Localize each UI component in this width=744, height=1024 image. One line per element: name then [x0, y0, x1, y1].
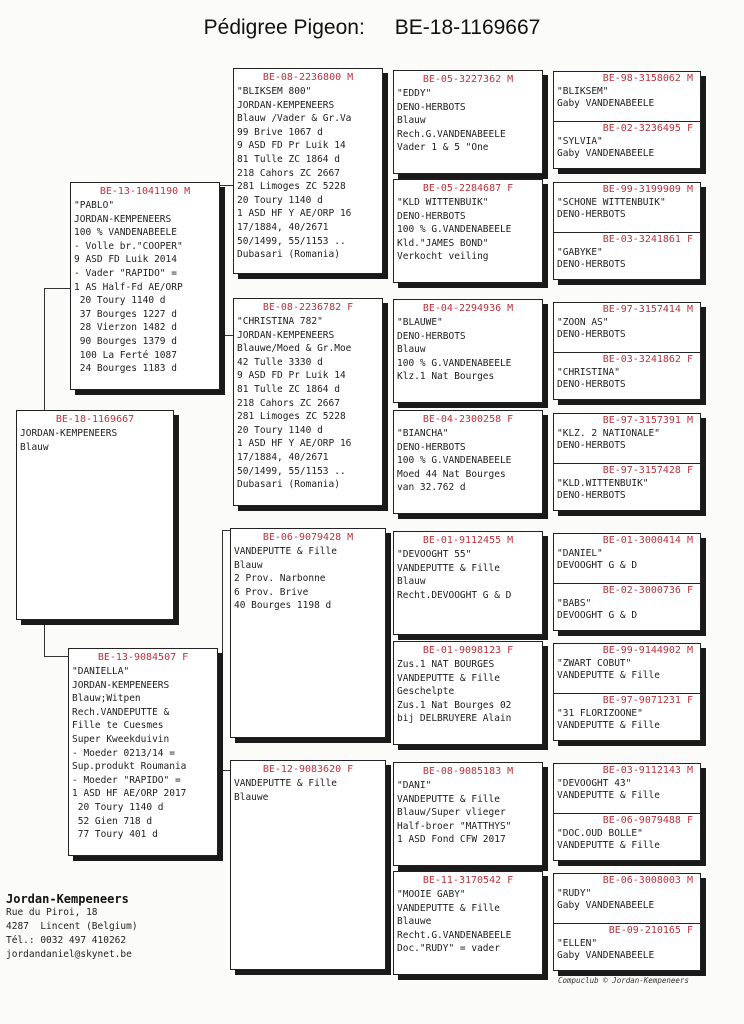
subject-pigeon-box	[16, 410, 174, 620]
pedigree-line: JORDAN-KEMPENEERS	[20, 428, 118, 439]
pedigree-line: Dubasari (Romania)	[237, 479, 340, 491]
pedigree-line: 40 Bourges 1198 d	[234, 600, 332, 612]
pedigree-line: 20 Toury 1140 d	[72, 801, 164, 813]
dam-entry	[554, 813, 700, 863]
pedigree-line: VANDEPUTTE & Fille	[557, 720, 660, 731]
pedigree-line: Blauwe/Moed & Gr.Moe	[237, 343, 352, 355]
connector-line	[219, 335, 233, 336]
connector-line	[222, 530, 223, 770]
pedigree-line: "DEVOOGHT 55"	[397, 549, 472, 560]
pedigree-line: VANDEPUTTE & Fille	[397, 793, 500, 805]
pedigree-line: 17/1884, 40/2671	[237, 451, 329, 463]
pedigree-line: "GABYKE"	[557, 247, 603, 258]
pedigree-line: 42 Tulle 3330 d	[237, 356, 323, 368]
grandparent-box	[233, 68, 383, 274]
pedigree-line: "ZWART COBUT"	[557, 658, 632, 669]
ring-number: BE-11-3170542 F	[422, 875, 514, 886]
pedigree-line: 1 AS Half-Fd AE/ORP	[74, 281, 183, 293]
pedigree-line: 1 ASD Fond CFW 2017	[397, 834, 506, 846]
pedigree-line: Dubasari (Romania)	[237, 249, 340, 261]
pedigree-line: Rech.VANDEPUTTE &	[72, 706, 170, 718]
pedigree-line: - Vader "RAPIDO" =	[74, 267, 177, 279]
great-great-grandparents-box	[553, 302, 701, 400]
ring-number: BE-13-9084507 F	[97, 652, 189, 663]
pedigree-line: DENO-HERBOTS	[557, 490, 626, 501]
pedigree-line: VANDEPUTTE & Fille	[234, 546, 337, 557]
pedigree-line: DENO-HERBOTS	[557, 259, 626, 270]
ring-number: BE-98-3158062 M	[602, 73, 693, 84]
pedigree-line: 281 Limoges ZC 5228	[237, 181, 346, 193]
pedigree-line: DENO-HERBOTS	[397, 441, 466, 453]
pedigree-line: "DANIEL"	[557, 548, 603, 559]
pedigree-line: "BLAUWE"	[397, 317, 443, 328]
pedigree-line: "BLIKSEM"	[557, 86, 609, 97]
pedigree-line: 1 ASD HF AE/ORP 2017	[72, 788, 187, 800]
pedigree-line: Vader 1 & 5 "One	[397, 142, 489, 154]
pedigree-line: DENO-HERBOTS	[397, 210, 466, 222]
pedigree-line: "DEVOOGHT 43"	[557, 778, 632, 789]
pedigree-line: Fille te Cuesmes	[72, 720, 164, 732]
ring-number: BE-97-3157428 F	[602, 465, 693, 476]
pedigree-line: Blauw	[20, 441, 49, 453]
pedigree-line: 20 Toury 1140 d	[74, 295, 166, 307]
pedigree-line: JORDAN-KEMPENEERS	[74, 213, 172, 225]
pedigree-line: JORDAN-KEMPENEERS	[72, 679, 170, 691]
sire-box	[70, 182, 220, 390]
pedigree-line: 20 Toury 1140 d	[237, 424, 323, 436]
sire-entry	[554, 534, 700, 583]
pedigree-line: "DANIELLA"	[72, 666, 130, 677]
ring-number: BE-97-3157391 M	[602, 415, 693, 426]
pedigree-line: Gaby VANDENABEELE	[557, 148, 655, 159]
pedigree-line: Recht.DEVOOGHT G & D	[397, 589, 512, 601]
ring-number: BE-13-1041190 M	[99, 186, 191, 197]
pedigree-line: "ELLEN"	[557, 938, 598, 949]
pedigree-line: 218 Cahors ZC 2667	[237, 167, 340, 179]
pedigree-line: DENO-HERBOTS	[557, 379, 626, 390]
pedigree-line: JORDAN-KEMPENEERS	[237, 329, 335, 341]
pedigree-line: DENO-HERBOTS	[557, 209, 626, 220]
ring-number: BE-03-3241861 F	[602, 234, 693, 245]
great-great-grandparents-box	[553, 873, 701, 971]
ring-number: BE-06-9079488 F	[602, 815, 693, 826]
pedigree-line: "CHRISTINA"	[557, 367, 620, 378]
pedigree-line: 100 La Ferté 1087	[74, 349, 177, 361]
pedigree-line: Moed 44 Nat Bourges	[397, 468, 506, 480]
pedigree-line: "KLZ. 2 NATIONALE"	[557, 428, 660, 439]
pedigree-line: Sup.produkt Roumania	[72, 761, 187, 773]
pedigree-line: 100 % G.VANDENABEELE	[397, 357, 512, 369]
pedigree-line: "KLD.WITTENBUIK"	[557, 478, 649, 489]
pedigree-line: Klz.1 Nat Bourges	[397, 371, 495, 383]
great-grandparent-box	[393, 762, 543, 866]
ring-number: BE-03-3241862 F	[602, 354, 693, 365]
ring-number: BE-06-9079428 M	[262, 532, 354, 543]
great-great-grandparents-box	[553, 182, 701, 280]
page-title	[0, 16, 744, 40]
great-grandparent-box	[393, 871, 543, 975]
great-great-grandparents-box	[553, 533, 701, 631]
pedigree-line: 24 Bourges 1183 d	[74, 363, 177, 375]
breeder-contact	[6, 892, 138, 962]
pedigree-line: bij DELBRUYERE Alain	[397, 713, 512, 725]
sire-entry	[554, 183, 700, 232]
pedigree-line: 1 ASD HF Y AE/ORP 16	[237, 208, 352, 220]
pedigree-line: Zus.1 Nat Bourges 02	[397, 699, 512, 711]
sire-entry	[554, 414, 700, 463]
pedigree-line: Rech.G.VANDENABEELE	[397, 128, 506, 140]
dam-entry	[554, 463, 700, 513]
sire-entry	[554, 764, 700, 813]
pedigree-line: 6 Prov. Brive	[234, 586, 309, 598]
ring-number: BE-18-1169667	[55, 414, 135, 425]
pedigree-line: "DANI"	[397, 780, 432, 791]
pedigree-line: Verkocht veiling	[397, 251, 489, 263]
ring-number: BE-97-9071231 F	[602, 695, 693, 706]
ring-number: BE-03-9112143 M	[602, 765, 693, 776]
pedigree-line: "EDDY"	[397, 88, 432, 99]
pedigree-line: Doc."RUDY" = vader	[397, 943, 500, 955]
pedigree-line: 281 Limoges ZC 5228	[237, 411, 346, 423]
pedigree-line: "31 FLORIZOONE"	[557, 708, 643, 719]
ring-number: BE-09-210165 F	[608, 925, 693, 936]
email-line: jordandaniel@skynet.be	[6, 949, 132, 960]
pedigree-line: VANDEPUTTE & Fille	[557, 670, 660, 681]
pedigree-line: DENO-HERBOTS	[557, 329, 626, 340]
pedigree-line: 77 Toury 401 d	[72, 829, 158, 841]
connector-line	[219, 185, 233, 186]
great-great-grandparents-box	[553, 71, 701, 169]
pedigree-line: Geschelpte	[397, 686, 455, 698]
pedigree-line: VANDEPUTTE & Fille	[557, 840, 660, 851]
dam-entry	[554, 583, 700, 633]
pedigree-line: 99 Brive 1067 d	[237, 126, 323, 138]
pedigree-line: DENO-HERBOTS	[397, 330, 466, 342]
pedigree-line: Blauw/Super vlieger	[397, 807, 506, 819]
connector-line	[44, 656, 68, 657]
pedigree-line: Gaby VANDENABEELE	[557, 950, 655, 961]
connector-line	[44, 288, 45, 410]
great-great-grandparents-box	[553, 643, 701, 741]
grandparent-box	[230, 528, 386, 738]
pedigree-line: 81 Tulle ZC 1864 d	[237, 383, 340, 395]
ring-number: BE-01-9112455 M	[422, 535, 514, 546]
great-grandparent-box	[393, 179, 543, 283]
pedigree-line: Blauwe	[234, 791, 269, 803]
pedigree-line: VANDEPUTTE & Fille	[234, 778, 337, 789]
pedigree-line: VANDEPUTTE & Fille	[397, 672, 500, 684]
dam-entry	[554, 232, 700, 282]
grandparent-box	[230, 760, 386, 970]
pedigree-line: DENO-HERBOTS	[397, 101, 466, 113]
pedigree-line: "ZOON AS"	[557, 317, 609, 328]
pedigree-line: Half-broer "MATTHYS"	[397, 820, 512, 832]
great-grandparent-box	[393, 641, 543, 745]
dam-entry	[554, 352, 700, 402]
ring-number: BE-02-3236495 F	[602, 123, 693, 134]
ring-number: BE-08-9085183 M	[422, 766, 514, 777]
address-line: Rue du Piroi, 18	[6, 907, 98, 918]
pedigree-line: 100 % G.VANDENABEELE	[397, 455, 512, 467]
ring-number: BE-01-9098123 F	[422, 645, 514, 656]
pedigree-line: "CHRISTINA 782"	[237, 316, 323, 327]
ring-number: BE-97-3157414 M	[602, 304, 693, 315]
pedigree-line: 17/1884, 40/2671	[237, 221, 329, 233]
pedigree-line: "MOOIE GABY"	[397, 889, 466, 900]
software-credit: Compuclub © Jordan-Kempeneers	[558, 976, 689, 985]
pedigree-line: "DOC.OUD BOLLE"	[557, 828, 643, 839]
pedigree-line: VANDEPUTTE & Fille	[557, 790, 660, 801]
pedigree-line: VANDEPUTTE & Fille	[397, 902, 500, 914]
pedigree-line: Blauwe	[397, 916, 432, 928]
connector-line	[44, 288, 70, 289]
pedigree-line: "RUDY"	[557, 888, 592, 899]
ring-number: BE-08-2236782 F	[262, 302, 354, 313]
ring-number: BE-06-3008003 M	[602, 875, 693, 886]
great-grandparent-box	[393, 410, 543, 514]
pedigree-line: Recht.G.VANDENABEELE	[397, 929, 512, 941]
pedigree-line: "SYLVIA"	[557, 136, 603, 147]
sire-entry	[554, 303, 700, 352]
phone-line: Tél.: 0032 497 410262	[6, 935, 127, 946]
great-great-grandparents-box	[553, 763, 701, 861]
pedigree-line: 81 Tulle ZC 1864 d	[237, 153, 340, 165]
pedigree-line: 90 Bourges 1379 d	[74, 335, 177, 347]
pedigree-line: Gaby VANDENABEELE	[557, 98, 655, 109]
pedigree-line: "BABS"	[557, 598, 592, 609]
dam-entry	[554, 923, 700, 973]
ring-number: BE-05-3227362 M	[422, 74, 514, 85]
pedigree-line: Zus.1 NAT BOURGES	[397, 659, 495, 670]
pedigree-line: 20 Toury 1140 d	[237, 194, 323, 206]
breeder-name: Jordan-Kempeneers	[6, 892, 129, 906]
pedigree-line: 28 Vierzon 1482 d	[74, 322, 177, 334]
pedigree-line: van 32.762 d	[397, 482, 466, 494]
pedigree-line: "KLD WITTENBUIK"	[397, 197, 489, 208]
pedigree-line: 1 ASD HF Y AE/ORP 16	[237, 438, 352, 450]
address-line: 4287 Lincent (Belgium)	[6, 921, 138, 932]
pedigree-line: Blauw	[397, 115, 426, 127]
pedigree-line: - Volle br."COOPER"	[74, 240, 183, 252]
sire-entry	[554, 874, 700, 923]
ring-number: BE-08-2236800 M	[262, 72, 354, 83]
sire-entry	[554, 644, 700, 693]
dam-entry	[554, 693, 700, 743]
grandparent-box	[233, 298, 383, 506]
pedigree-line: Blauw /Vader & Gr.Va	[237, 113, 352, 125]
pedigree-line: - Moeder "RAPIDO" =	[72, 774, 181, 786]
connector-line	[44, 620, 45, 656]
title-ring-number: BE-18-1169667	[394, 16, 541, 39]
pedigree-line: "PABLO"	[74, 200, 115, 211]
pedigree-line: DENO-HERBOTS	[557, 440, 626, 451]
great-great-grandparents-box	[553, 413, 701, 511]
pedigree-line: Blauw	[234, 559, 263, 571]
pedigree-line: 50/1499, 55/1153 ..	[237, 235, 346, 247]
pedigree-line: VANDEPUTTE & Fille	[397, 562, 500, 574]
great-grandparent-box	[393, 70, 543, 174]
pedigree-line: 37 Bourges 1227 d	[74, 308, 177, 320]
ring-number: BE-01-3000414 M	[602, 535, 693, 546]
pedigree-line: Kld."JAMES BOND"	[397, 237, 489, 249]
pedigree-line: 52 Gien 718 d	[72, 815, 153, 827]
pedigree-line: 9 ASD FD Pr Luik 14	[237, 370, 346, 382]
pedigree-line: 9 ASD FD Luik 2014	[74, 254, 177, 266]
ring-number: BE-99-3199909 M	[602, 184, 693, 195]
ring-number: BE-04-2294936 M	[422, 303, 514, 314]
pedigree-line: Blauw	[397, 576, 426, 588]
sire-entry	[554, 72, 700, 121]
ring-number: BE-12-9083620 F	[262, 764, 354, 775]
pedigree-line: "SCHONE WITTENBUIK"	[557, 197, 666, 208]
ring-number: BE-04-2300258 F	[422, 414, 514, 425]
pedigree-line: 9 ASD FD Pr Luik 14	[237, 140, 346, 152]
great-grandparent-box	[393, 299, 543, 403]
ring-number: BE-99-9144902 M	[602, 645, 693, 656]
pedigree-line: - Moeder 0213/14 =	[72, 747, 175, 759]
pedigree-line: 50/1499, 55/1153 ..	[237, 465, 346, 477]
ring-number: BE-05-2284687 F	[422, 183, 514, 194]
pedigree-line: DEVOOGHT G & D	[557, 560, 638, 571]
pedigree-line: DEVOOGHT G & D	[557, 610, 638, 621]
pedigree-line: Gaby VANDENABEELE	[557, 900, 655, 911]
ring-number: BE-02-3000736 F	[602, 585, 693, 596]
dam-box	[68, 648, 218, 856]
pedigree-line: Super Kweekduivin	[72, 733, 170, 745]
pedigree-line: 100 % VANDENABEELE	[74, 227, 177, 239]
pedigree-line: Blauw;Witpen	[72, 693, 141, 705]
pedigree-line: "BIANCHA"	[397, 428, 449, 439]
pedigree-line: "BLIKSEM 800"	[237, 86, 312, 97]
pedigree-line: Blauw	[397, 344, 426, 356]
title-label: Pédigree Pigeon:	[203, 16, 365, 39]
pedigree-line: 2 Prov. Narbonne	[234, 573, 326, 585]
pedigree-line: 100 % G.VANDENABEELE	[397, 224, 512, 236]
pedigree-line: JORDAN-KEMPENEERS	[237, 99, 335, 111]
great-grandparent-box	[393, 531, 543, 635]
pedigree-line: 218 Cahors ZC 2667	[237, 397, 340, 409]
dam-entry	[554, 121, 700, 171]
